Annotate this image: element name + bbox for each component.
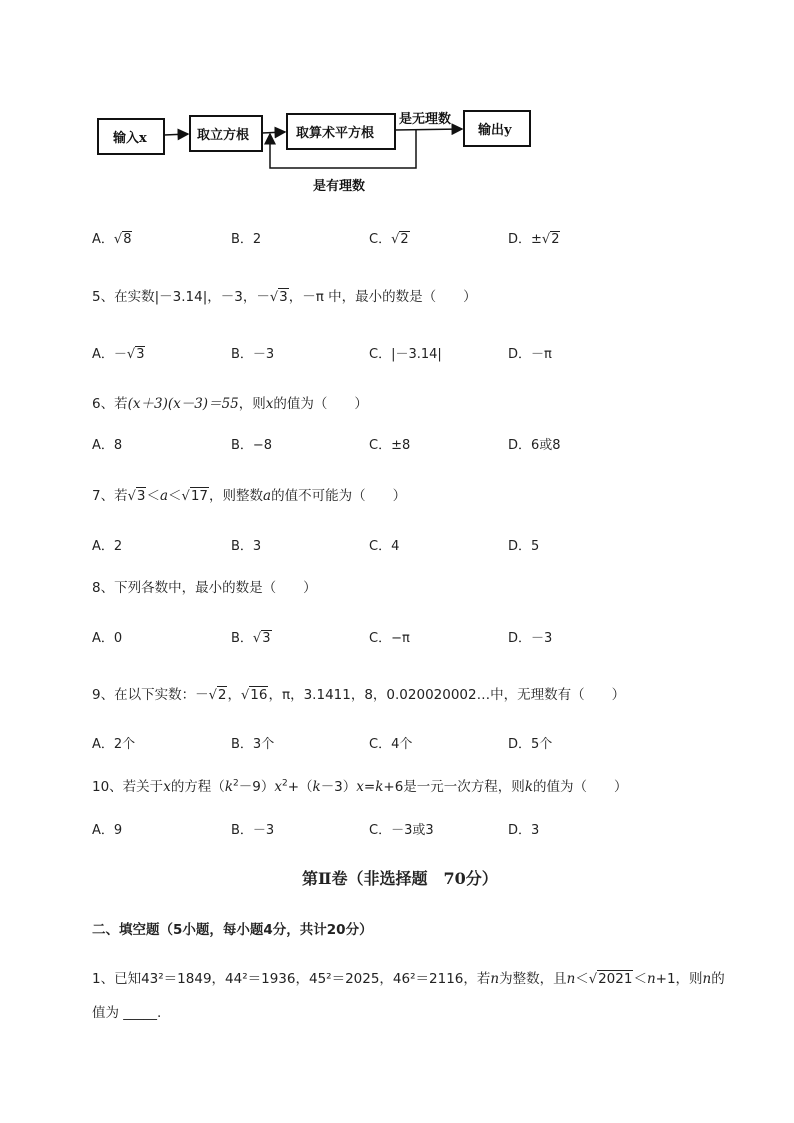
q10-variable: k: [524, 779, 533, 795]
q6-option-d[interactable]: D．6或8: [508, 438, 561, 453]
radicand: 3: [136, 347, 145, 362]
q4-option-c[interactable]: [369, 228, 410, 247]
q7-option-d[interactable]: D．5: [508, 539, 540, 554]
q10-option-d[interactable]: D．3: [508, 823, 540, 838]
radicand: 3: [279, 289, 288, 305]
q5-option-a[interactable]: [92, 343, 145, 362]
sqrt-symbol: [253, 631, 272, 646]
option-label: D．±: [508, 232, 542, 247]
q10-stem: [92, 775, 628, 795]
separator: ，: [227, 687, 241, 703]
flow-irrational-label: 是无理数: [399, 112, 452, 127]
flow-rational-label: 是有理数: [313, 179, 366, 194]
option-label: A．: [92, 232, 114, 247]
q7-stem-part: ，则整数: [209, 488, 264, 504]
q10-option-a[interactable]: A．9: [92, 823, 123, 838]
radicand: 16: [250, 687, 268, 703]
fill-1-variable: n: [490, 971, 500, 987]
q10-variable: x: [274, 779, 282, 795]
q7-option-a[interactable]: A．2: [92, 539, 123, 554]
q10-stem-part: 10、若关于: [92, 779, 164, 795]
q7-option-c[interactable]: C．4: [369, 539, 400, 554]
q4-option-b[interactable]: B．2: [231, 232, 262, 247]
q10-stem-part: 的方程（: [170, 779, 225, 795]
option-label: A．－: [92, 347, 127, 362]
q7-variable: a: [263, 488, 272, 504]
q8-stem: 8、下列各数中，最小的数是（ ）: [92, 580, 317, 596]
section-2-title: 第Ⅱ卷（非选择题 70分）: [302, 869, 498, 888]
q10-variable: x: [356, 779, 364, 795]
sqrt-symbol: [589, 971, 634, 987]
q7-stem-part: 7、若: [92, 488, 128, 504]
sqrt-symbol: [542, 232, 561, 247]
fill-1-text: 为整数，且: [499, 971, 567, 987]
q7-variable: a: [159, 488, 169, 504]
fill-1-variable: n: [646, 971, 656, 987]
exponent: 2: [281, 778, 288, 789]
option-label: B．: [231, 631, 253, 646]
q6-stem: [92, 392, 368, 412]
exponent: 2: [233, 778, 239, 789]
q10-option-c[interactable]: C．－3或3: [369, 823, 434, 838]
less-than: ＜: [146, 488, 160, 504]
q6-stem-part: 的值为（ ）: [273, 396, 368, 412]
less-than: ＜: [575, 971, 589, 987]
fill-1-text: +1，则: [655, 971, 703, 987]
q6-stem-part: 6、若: [92, 396, 128, 412]
fill-1-variable: n: [702, 971, 712, 987]
fill-1-line-2: 值为 _____.: [92, 1005, 162, 1021]
radicand: 3: [262, 631, 271, 646]
q10-variable: k: [224, 779, 233, 795]
fill-1-text: 1、已知43²＝1849，44²＝1936，45²＝2025，46²＝2116，若: [92, 971, 491, 987]
arrow-cuberoot-to-sqrt: [262, 132, 285, 133]
fill-1-line-1: [92, 967, 725, 987]
sqrt-symbol: [128, 488, 147, 504]
q9-stem-part: ，π，3.1411，8，0.020020002…中，无理数有（ ）: [268, 687, 626, 703]
sqrt-symbol: [241, 687, 268, 703]
sqrt-symbol: [391, 232, 410, 247]
arrow-input-to-cuberoot: [164, 134, 188, 135]
flow-output-label: 输出y: [478, 123, 512, 138]
arrow-sqrt-to-output: [395, 129, 462, 130]
part-2-heading: 二、填空题（5小题，每小题4分，共计20分）: [92, 922, 373, 938]
sqrt-symbol: [114, 232, 133, 247]
radicand: 17: [190, 488, 209, 504]
q5-option-b[interactable]: B．－3: [231, 347, 275, 362]
q6-variable: x: [265, 396, 274, 412]
sqrt-symbol: [182, 488, 209, 504]
q4-option-d[interactable]: [508, 228, 560, 247]
q10-stem-part: +6是一元一次方程，则: [383, 779, 525, 795]
q5-stem-part: 5、在实数|－3.14|，－3，－: [92, 289, 270, 305]
q9-option-b[interactable]: B．3个: [231, 737, 275, 752]
q9-stem: [92, 683, 625, 703]
flow-cube-root-label: 取立方根: [197, 128, 250, 143]
sqrt-symbol: [209, 687, 228, 703]
q8-option-a[interactable]: A．0: [92, 631, 123, 646]
q8-option-d[interactable]: D．－3: [508, 631, 553, 646]
radicand: 8: [123, 232, 132, 247]
fill-1-text: 的: [711, 971, 725, 987]
q5-option-d[interactable]: D．－π: [508, 347, 552, 362]
fill-1-variable: n: [566, 971, 576, 987]
q8-option-c[interactable]: C．−π: [369, 631, 410, 646]
radicand: 2: [217, 687, 227, 703]
q10-stem-part: －9）: [238, 779, 275, 795]
flow-input-label: 输入x: [113, 131, 147, 146]
q7-stem-part: 的值不可能为（ ）: [271, 488, 407, 504]
radicand: 2021: [598, 971, 633, 987]
less-than: ＜: [168, 488, 182, 504]
q6-stem-part: ，则: [238, 396, 266, 412]
q10-stem-part: =: [363, 779, 376, 795]
q10-stem-part: －3）: [320, 779, 357, 795]
radicand: 2: [551, 232, 560, 247]
flowchart: [0, 0, 794, 210]
sqrt-symbol: [270, 289, 289, 305]
q7-stem: [92, 484, 406, 504]
q4-option-a[interactable]: [92, 228, 132, 247]
q6-option-c[interactable]: C．±8: [369, 438, 411, 453]
q5-stem: [92, 285, 477, 305]
less-than: ＜: [633, 971, 647, 987]
q10-variable: k: [312, 779, 321, 795]
q10-variable: k: [375, 779, 384, 795]
q6-option-a[interactable]: A．8: [92, 438, 123, 453]
q10-option-b[interactable]: B．－3: [231, 823, 275, 838]
q10-stem-part: 的值为（ ）: [533, 779, 628, 795]
option-label: C．: [369, 232, 392, 247]
q8-option-b[interactable]: [231, 627, 272, 646]
radicand: 3: [136, 488, 146, 504]
q5-option-c[interactable]: C．|－3.14|: [369, 347, 442, 362]
flow-sqrt-label: 取算术平方根: [296, 126, 375, 141]
q9-option-d[interactable]: D．5个: [508, 737, 553, 752]
q10-variable: x: [163, 779, 171, 795]
q9-option-c[interactable]: C．4个: [369, 737, 413, 752]
q10-stem-part: +（: [287, 779, 313, 795]
q7-option-b[interactable]: B．3: [231, 539, 262, 554]
sqrt-symbol: [127, 347, 146, 362]
q6-option-b[interactable]: B．−8: [231, 438, 273, 453]
q5-stem-part: ，－π 中，最小的数是（ ）: [288, 289, 477, 305]
radicand: 2: [400, 232, 409, 247]
q9-stem-part: 9、在以下实数：－: [92, 687, 209, 703]
q9-option-a[interactable]: A．2个: [92, 737, 136, 752]
q6-equation: (x＋3)(x－3)＝55: [127, 396, 239, 412]
